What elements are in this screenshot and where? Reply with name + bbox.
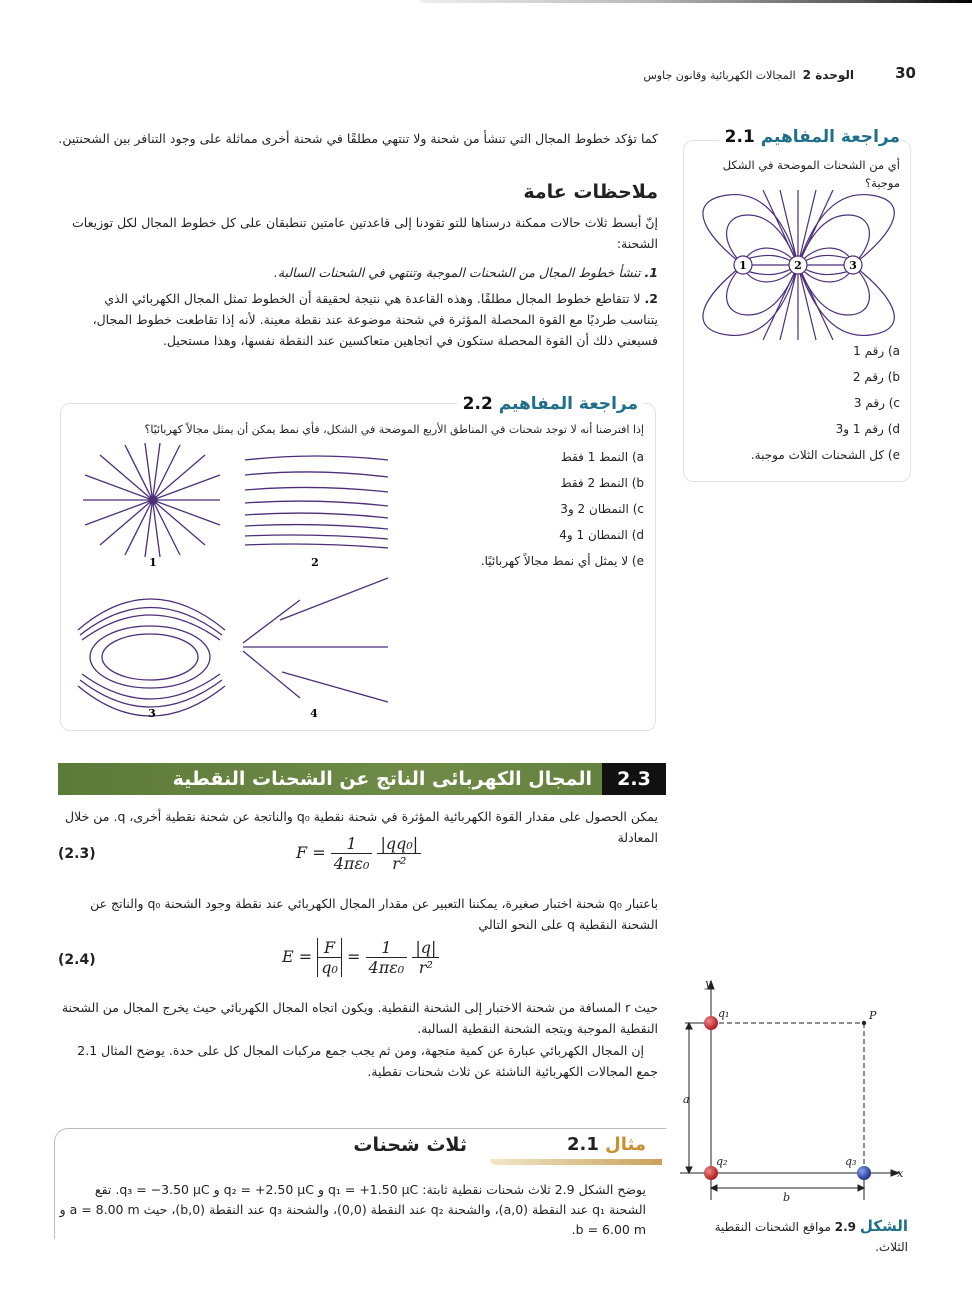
example-title: ثلاث شحنات <box>353 1134 467 1156</box>
equation-2-4: E = $\frac{F}{\text{q₀}}$ = $\frac{1}{\text{4πε₀}}$ $\frac{|q|}{\text{r²}}$ <box>282 938 439 977</box>
option-d[interactable]: d) رقم 1 و3 <box>835 422 900 436</box>
review-title-word: مراجعة المفاهيم <box>498 394 638 414</box>
a-label: a <box>683 1093 690 1106</box>
review-2-2-question: إذا افترضنا أنه لا توجد شحنات في المناطق الأربع الموضحة في الشكل، فأي نمط يمكن أن يمثل مجالاً كهربائيًا؟ <box>144 423 644 436</box>
field-line <box>763 190 798 265</box>
equation-2-4-number: (2.4) <box>58 952 96 968</box>
unit-label: الوحدة 2 <box>802 68 854 82</box>
field-line <box>798 265 816 340</box>
charge-q1 <box>704 1016 718 1030</box>
section-title: المجال الكهربائى الناتج عن الشحنات النقطية <box>172 768 592 790</box>
field-line <box>798 265 833 340</box>
general-notes-heading: ملاحظات عامة <box>523 181 658 203</box>
pattern-3 <box>78 599 225 716</box>
section-heading-bar <box>58 763 666 795</box>
option-c[interactable]: c) رقم 3 <box>853 396 900 410</box>
pattern-2-label: 2 <box>311 556 319 569</box>
y-axis-label: y <box>705 977 712 990</box>
pattern-2 <box>245 456 388 548</box>
caption-word: الشكل <box>859 1217 908 1235</box>
field-patterns-figure <box>70 440 410 730</box>
rule-2-text: لا تتقاطع خطوط المجال مطلقًا. وهذه القاعدة هي نتيجة لحقيقة أن الخطوط تمثل المجال الكهربائي الذي يتناسب طرديًا مع القوة المحصلة المؤثرة في شحنة موضوعة عند نقطة معينة. لأنه إذا تقاطعت خطوط المجال، فسيعني ذلك أن القوة المحصلة ستكون في اتجاهين متعاكسين عند النقطة نفسها، وهذا مستحيل. <box>92 291 658 348</box>
review-2-1-options <box>700 338 900 468</box>
pattern-4-label: 4 <box>310 707 318 720</box>
charge-3-label: 3 <box>849 259 857 272</box>
body-paragraph-2: باعتبار q₀ شحنة اختبار صغيرة، يمكننا التعبير عن مقدار المجال الكهربائي عند نقطة وجود الشحنة q₀ والناتج عن الشحنة النقطية q على النحو التالي <box>90 896 658 932</box>
review-title-number: 2.1 <box>724 127 755 147</box>
body-paragraph-3: حيث r المسافة من شحنة الاختبار إلى الشحنة النقطية. ويكون اتجاه المجال الكهربائي حيث يخرج المجال من الشحنة النقطية الموجبة ويتجه الشحنة النقطية السالبة. <box>61 1000 658 1036</box>
example-label-number: 2.1 <box>566 1134 599 1155</box>
unit-title: المجالات الكهربائية وقانون جاوس <box>643 69 796 82</box>
rule-1 <box>98 262 658 283</box>
pattern-1 <box>83 443 220 557</box>
charge-q3 <box>857 1166 871 1180</box>
equation-2-3: F = $\frac{1}{\text{4πε₀}}$ $\frac{\text{|qq₀|}}{\text{r²}}$ <box>296 834 421 873</box>
top-border-strip <box>420 0 972 3</box>
option-e[interactable]: e) كل الشحنات الثلاث موجبة. <box>750 448 900 462</box>
intro-paragraph: كما تؤكد خطوط المجال التي تنشأ من شحنة ولا تنتهي مطلقًا في شحنة أخرى مماثلة على وجود التنافر بين الشحنتين. <box>58 131 658 146</box>
figure-2-9-caption <box>688 1216 908 1257</box>
x-axis-label: x <box>897 1167 904 1180</box>
example-label-word: مثال <box>605 1134 646 1155</box>
three-charges-field-diagram <box>688 190 910 340</box>
concept-review-2-2-title <box>457 394 644 414</box>
rule-2-number: 2. <box>644 291 658 306</box>
option-a[interactable]: a) رقم 1 <box>853 344 900 358</box>
option-b[interactable]: b) رقم 2 <box>852 370 900 384</box>
concept-review-2-1-title <box>719 127 900 147</box>
charge-1-label: 1 <box>739 259 747 272</box>
option-e[interactable]: e) لا يمثل أي نمط مجالاً كهربائيًا. <box>480 554 644 568</box>
rule-2 <box>78 288 658 351</box>
p-label: P <box>869 1009 877 1022</box>
option-c[interactable]: c) النمطان 2 و3 <box>560 502 644 516</box>
review-title-word: مراجعة المفاهيم <box>760 127 900 147</box>
general-notes-intro: إنّ أبسط ثلاث حالات ممكنة درسناها للتو تقودنا إلى قاعدتين عامتين تنطبقان على كل خطوط المجال لكل توزيعات الشحنة: <box>72 215 658 251</box>
option-a[interactable]: a) النمط 1 فقط <box>560 450 644 464</box>
b-label: b <box>783 1191 791 1204</box>
option-b[interactable]: b) النمط 2 فقط <box>560 476 644 490</box>
body-paragraph-1: يمكن الحصول على مقدار القوة الكهربائية المؤثرة في شحنة نقطية q₀ والناتجة عن شحنة نقطية أخرى، q. من خلال المعادلة <box>65 809 658 845</box>
charge-2-label: 2 <box>794 259 802 272</box>
field-line <box>763 265 798 340</box>
pattern-1-label: 1 <box>149 556 157 569</box>
rule-1-number: 1. <box>644 265 658 280</box>
body-paragraph-4: إن المجال الكهربائي عبارة عن كمية متجهة، ومن ثم يجب جمع مركبات المجال كل على حدة. يوضح المثال 2.1 جمع المجالات الكهربائية الناشئة عن ثلاث شحنات نقطية. <box>77 1043 658 1079</box>
figure-2-9-diagram <box>675 975 915 1205</box>
review-2-1-question: أي من الشحنات الموضحة في الشكل موجبة؟ <box>722 158 900 190</box>
charge-q2 <box>704 1166 718 1180</box>
example-label-underline <box>490 1159 662 1165</box>
running-header <box>643 68 854 82</box>
q1-label: q₁ <box>718 1007 730 1020</box>
example-text: يوضح الشكل 2.9 ثلاث شحنات نقطية ثابتة: q₁ = +1.50 μC و q₂ = +2.50 μC و q₃ = −3.50 μC. تقع الشحنة q₁ عند النقطة (0,a)، والشحنة q₂ عند النقطة (0,0)، والشحنة q₃ عند النقطة (b,0)، حيث a = 8.00 m و b = 6.00 m. <box>59 1182 646 1237</box>
field-line <box>798 190 833 265</box>
example-label <box>567 1134 646 1155</box>
q3-label: q₃ <box>845 1155 857 1168</box>
rule-1-text: تنشأ خطوط المجال من الشحنات الموجبة وتنتهي في الشحنات السالبة. <box>273 265 641 280</box>
point-p <box>862 1021 866 1025</box>
pattern-4 <box>243 578 388 702</box>
q2-label: q₂ <box>716 1155 728 1168</box>
option-d[interactable]: d) النمطان 1 و4 <box>559 528 644 542</box>
section-number: 2.3 <box>602 763 666 795</box>
equation-2-3-number: (2.3) <box>58 846 96 862</box>
page-number: 30 <box>895 64 916 82</box>
field-line <box>798 190 816 265</box>
review-2-2-options <box>444 444 644 574</box>
review-title-number: 2.2 <box>462 394 493 414</box>
caption-number: 2.9 <box>834 1220 857 1234</box>
pattern-3-label: 3 <box>148 707 156 720</box>
caption-text: مواقع الشحنات النقطية الثلاث. <box>714 1220 908 1254</box>
